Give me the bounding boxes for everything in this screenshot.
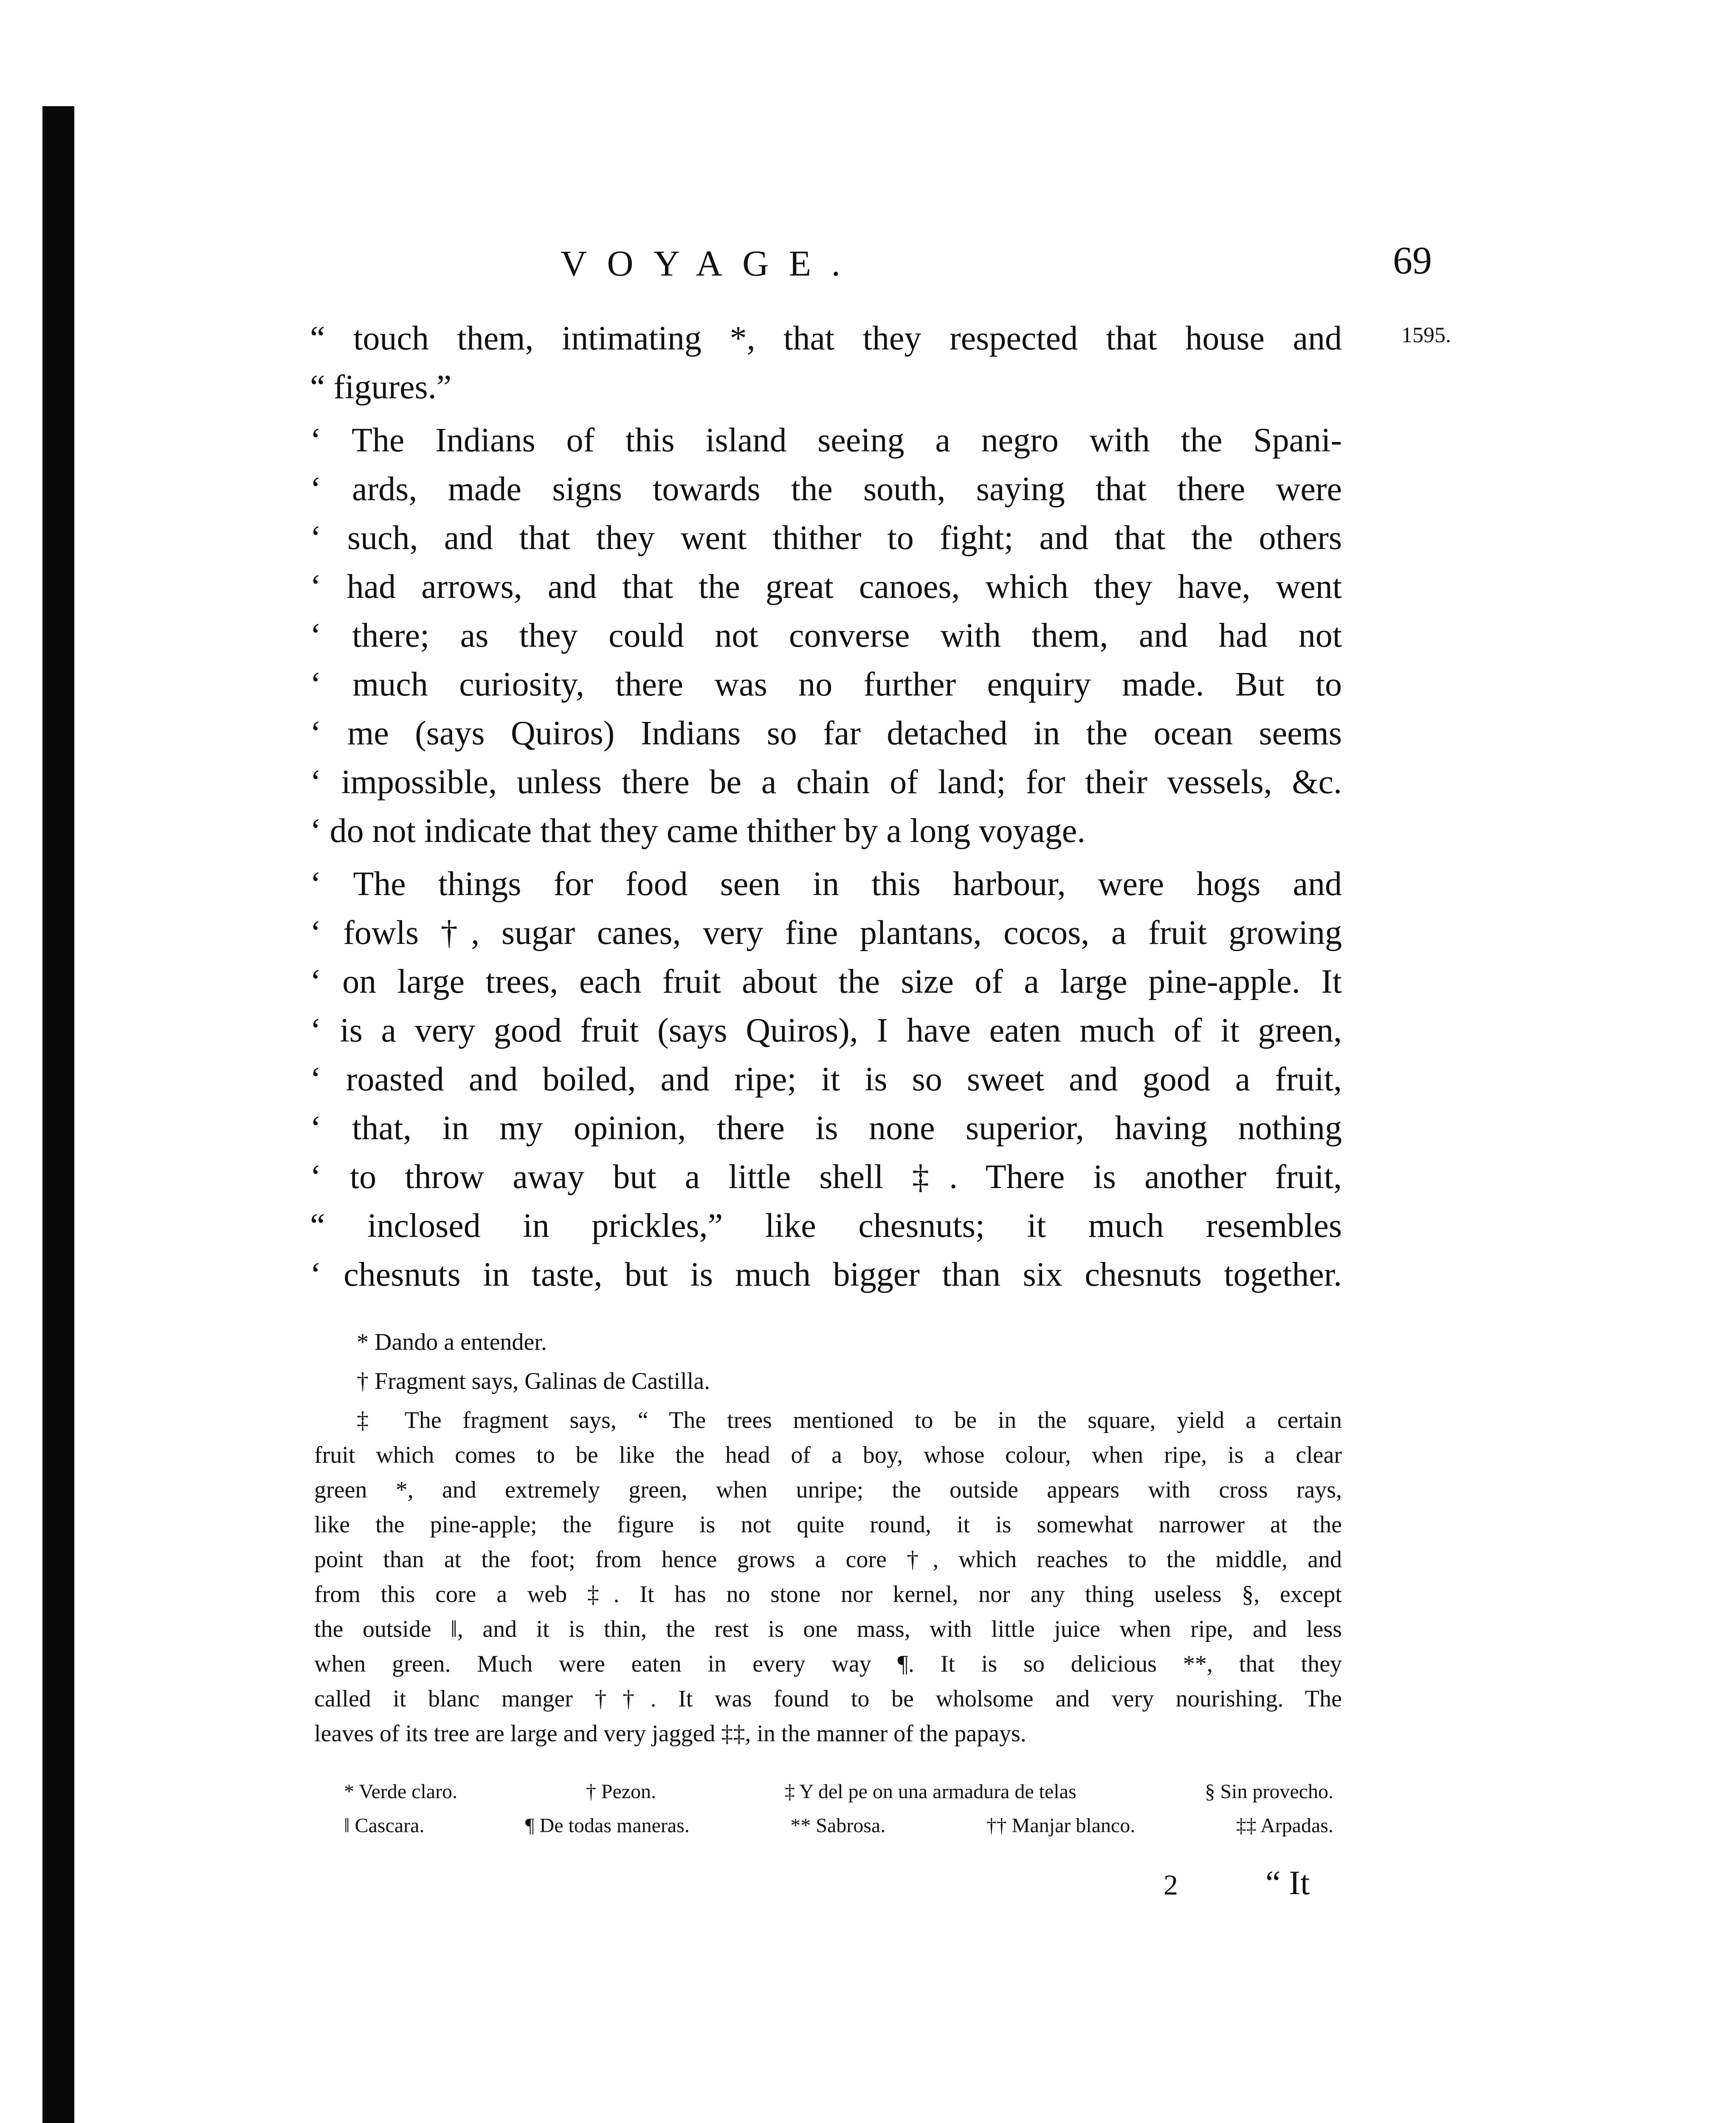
body-line: ‘ fowls †, sugar canes, very fine plantans, cocos, a fruit growing [310,914,1342,952]
footnote-line: when green. Much were eaten in every way ¶. It is so delicious **, that they [314,1651,1342,1677]
gloss: ‡ Y del pe on una armadura de telas [784,1780,1077,1803]
catchword: “ It [1265,1864,1310,1902]
footnote-star: * Dando a entender. [357,1329,547,1355]
body-line: ‘ there; as they could not converse with them, and had not [310,617,1342,654]
footnote-line: fruit which comes to be like the head of a boy, whose colour, when ripe, is a clear [314,1442,1342,1468]
footnote-dagger: † Fragment says, Galinas de Castilla. [357,1368,710,1394]
body-line: ‘ roasted and boiled, and ripe; it is so sweet and good a fruit, [310,1061,1342,1098]
body-text [310,314,1342,1299]
body-line: “ inclosed in prickles,” like chesnuts; it much resembles [310,1207,1342,1245]
body-line: ‘ such, and that they went thither to fight; and that the others [310,519,1342,557]
footnote-line: called it blanc manger ††. It was found to be wholsome and very nourishing. The [314,1686,1342,1712]
binding-shadow [42,106,74,2123]
footnote-line: ‡ The fragment says, “ The trees mentioned to be in the square, yield a certain [357,1407,1342,1433]
gloss-row [344,1775,1333,1809]
body-line: ‘ much curiosity, there was no further enquiry made. But to [310,666,1342,703]
footnote-line: leaves of its tree are large and very jagged ‡‡, in the manner of the papays. [314,1720,1026,1747]
body-line: ‘ is a very good fruit (says Quiros), I have eaten much of it green, [310,1012,1342,1049]
footnote-line: like the pine-apple; the figure is not quite round, it is somewhat narrower at the [314,1512,1342,1538]
footnote-line: point than at the foot; from hence grows a core †, which reaches to the middle, and [314,1546,1342,1573]
gloss: † Pezon. [586,1780,657,1803]
spanish-glosses [344,1775,1333,1843]
gloss: ‡‡ Arpadas. [1236,1814,1333,1837]
body-line: ‘ do not indicate that they came thither by a long voyage. [310,812,1086,850]
footnote-line: from this core a web ‡. It has no stone nor kernel, nor any thing useless §, except [314,1581,1342,1608]
body-line: ‘ The Indians of this island seeing a negro with the Spani- [310,422,1342,459]
body-line: “ touch them, intimating *, that they respected that house and [310,320,1342,357]
gloss: ‖ Cascara. [344,1814,425,1837]
running-head: VOYAGE. [561,243,861,284]
body-line: ‘ impossible, unless there be a chain of land; for their vessels, &c. [310,763,1342,801]
body-line: ‘ The things for food seen in this harbour, were hogs and [310,865,1342,903]
footnote-line: green *, and extremely green, when unripe; the outside appears with cross rays, [314,1477,1342,1503]
margin-year: 1595. [1401,323,1451,347]
body-line: ‘ me (says Quiros) Indians so far detached in the ocean seems [310,715,1342,752]
body-line: ‘ had arrows, and that the great canoes, which they have, went [310,568,1342,605]
gloss: § Sin provecho. [1205,1780,1333,1803]
signature-mark: 2 [1164,1869,1178,1901]
body-line: ‘ chesnuts in taste, but is much bigger than six chesnuts together. [310,1256,1342,1293]
gloss: ¶ De todas maneras. [525,1814,690,1837]
body-line: ‘ that, in my opinion, there is none superior, having nothing [310,1109,1342,1147]
body-line: ‘ to throw away but a little shell ‡. There is another fruit, [310,1158,1342,1196]
footnotes [314,1325,1342,1751]
gloss: †† Manjar blanco. [986,1814,1136,1837]
page-number: 69 [1393,239,1432,282]
body-line: ‘ on large trees, each fruit about the size of a large pine-apple. It [310,963,1342,1000]
gloss: ** Sabrosa. [790,1814,886,1837]
gloss: * Verde claro. [344,1780,457,1803]
body-line: “ figures.” [310,369,452,406]
body-line: ‘ ards, made signs towards the south, saying that there were [310,470,1342,508]
gloss-row [344,1809,1333,1843]
footnote-line: the outside ‖, and it is thin, the rest is one mass, with little juice when ripe, and less [314,1616,1342,1642]
